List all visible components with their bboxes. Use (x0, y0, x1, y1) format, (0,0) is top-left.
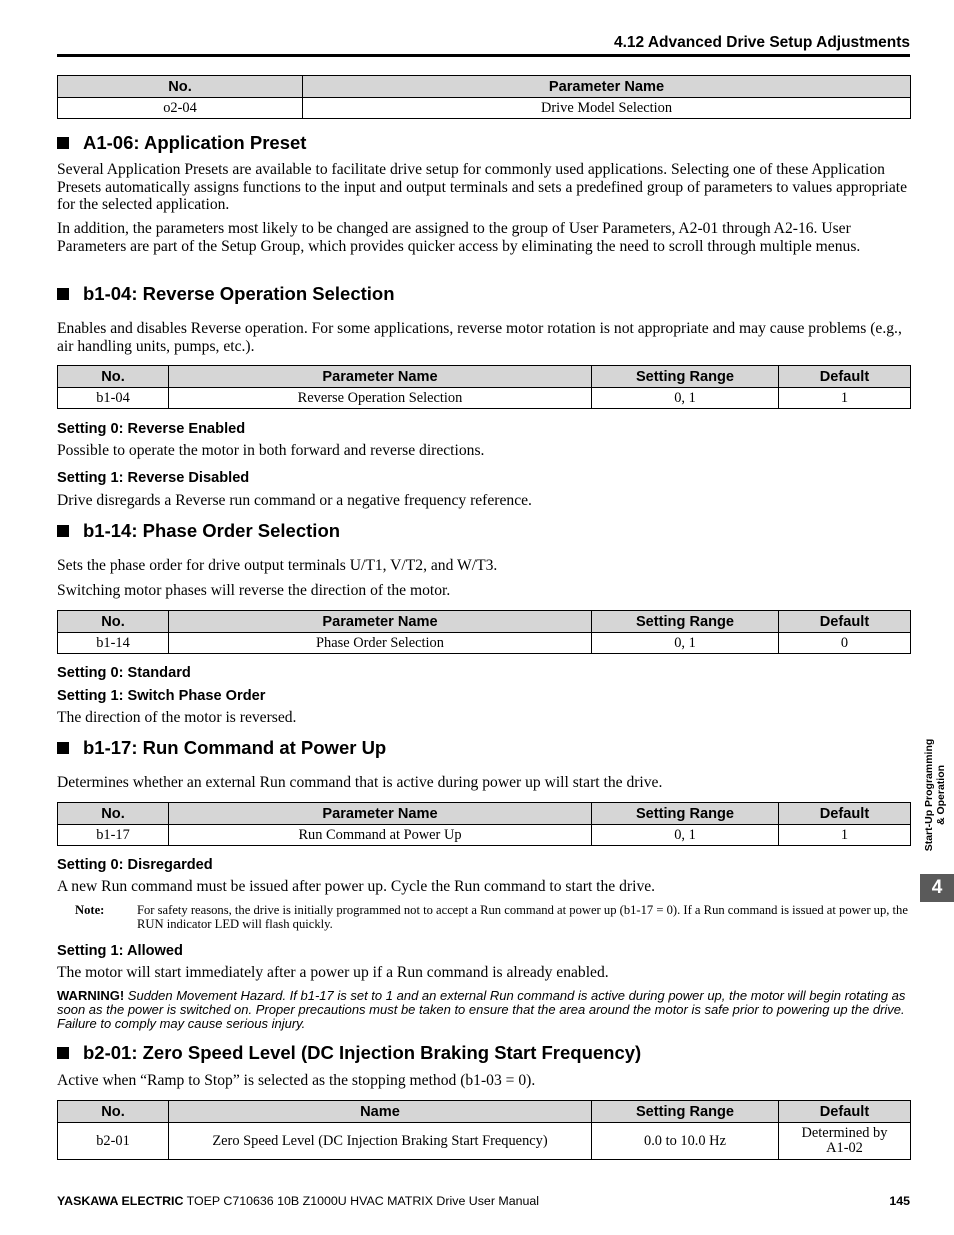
table-row (58, 633, 911, 654)
warning-block (57, 989, 910, 1031)
b1-04-setting-0-title: Setting 0: Reverse Enabled (57, 421, 246, 437)
b1-04-setting-1-text: Drive disregards a Reverse run command or a negative frequency reference. (57, 492, 532, 509)
table-header-no: No. (58, 76, 303, 98)
side-tab-line-2: & Operation (935, 764, 947, 826)
table-header-default: Default (779, 366, 911, 388)
cell-parameter-name: Reverse Operation Selection (169, 388, 592, 409)
table-row (58, 1123, 911, 1160)
b1-17-setting-1-title: Setting 1: Allowed (57, 943, 183, 959)
heading-text: b1-04: Reverse Operation Selection (83, 283, 395, 304)
square-bullet-icon (57, 288, 69, 300)
square-bullet-icon (57, 1047, 69, 1059)
square-bullet-icon (57, 742, 69, 754)
cell-default: 0 (779, 633, 911, 654)
b2-01-table (57, 1100, 911, 1160)
table-header-setting-range: Setting Range (592, 366, 779, 388)
b1-17-setting-1-text: The motor will start immediately after a power up if a Run command is already enabled. (57, 964, 609, 981)
b1-17-paragraph: Determines whether an external Run command that is active during power up will start the drive. (57, 774, 663, 791)
table-header-parameter-name: Parameter Name (303, 76, 911, 98)
table-header-no: No. (58, 611, 169, 633)
table-header-no: No. (58, 1101, 169, 1123)
b1-04-setting-0-text: Possible to operate the motor in both forward and reverse directions. (57, 442, 485, 459)
table-header-default: Default (779, 611, 911, 633)
b1-04-setting-1-title: Setting 1: Reverse Disabled (57, 470, 250, 486)
cell-parameter-name: Run Command at Power Up (169, 825, 592, 846)
b1-14-paragraph-1: Sets the phase order for drive output terminals U/T1, V/T2, and W/T3. (57, 557, 498, 574)
page-section-title: 4.12 Advanced Drive Setup Adjustments (613, 34, 910, 51)
cell-setting-range: 0, 1 (592, 633, 779, 654)
b2-01-heading (57, 1042, 641, 1064)
heading-text: b2-01: Zero Speed Level (DC Injection Braking Start Frequency) (83, 1042, 642, 1063)
table-header-setting-range: Setting Range (592, 611, 779, 633)
cell-setting-range: 0.0 to 10.0 Hz (592, 1123, 779, 1160)
cell-no: b1-17 (58, 825, 169, 846)
b1-04-paragraph: Enables and disables Reverse operation. For some applications, reverse motor rotation is not appropriate and may cause problems (e.g., air handling units, pumps, etc.). (57, 320, 902, 355)
table-header-parameter-name: Parameter Name (169, 611, 592, 633)
table-header-parameter-name: Parameter Name (169, 803, 592, 825)
warning-label: WARNING! (57, 988, 125, 1003)
table-header-no: No. (58, 366, 169, 388)
table-header-default: Default (779, 1101, 911, 1123)
b1-04-table (57, 365, 911, 409)
cell-no: o2-04 (58, 98, 303, 119)
chapter-number-badge: 4 (920, 874, 954, 902)
table-row (58, 388, 911, 409)
table-header-name: Name (169, 1101, 592, 1123)
a1-06-paragraph-1: Several Application Presets are available to facilitate drive setup for commonly used applications. Selecting one of these Application Presets automatically assigns functions to the input and output terminals and sets a predefined group of parameters to values appropriate for the selected application. (57, 161, 908, 214)
cell-default: Determined by A1-02 (779, 1123, 911, 1160)
b1-17-setting-0-title: Setting 0: Disregarded (57, 857, 213, 873)
o2-04-table (57, 75, 911, 119)
side-tab-line-1: Start-Up Programming (923, 738, 935, 852)
cell-setting-range: 0, 1 (592, 388, 779, 409)
cell-no: b2-01 (58, 1123, 169, 1160)
cell-setting-range: 0, 1 (592, 825, 779, 846)
table-row (58, 98, 911, 119)
table-header-default: Default (779, 803, 911, 825)
heading-text: b1-17: Run Command at Power Up (83, 737, 387, 758)
footer-brand: YASKAWA ELECTRIC (57, 1194, 184, 1208)
b1-14-heading (57, 520, 340, 542)
b1-14-table (57, 610, 911, 654)
a1-06-paragraph-2: In addition, the parameters most likely to be changed are assigned to the group of User Parameters, A2-01 through A2-16. User Parameters are part of the Setup Group, which provides quicker access by eliminating the need to scroll through multiple menus. (57, 220, 861, 255)
cell-parameter-name: Phase Order Selection (169, 633, 592, 654)
cell-no: b1-04 (58, 388, 169, 409)
heading-text: b1-14: Phase Order Selection (83, 520, 341, 541)
table-header-parameter-name: Parameter Name (169, 366, 592, 388)
heading-text: A1-06: Application Preset (83, 132, 307, 153)
b1-14-setting-1-text: The direction of the motor is reversed. (57, 709, 297, 726)
warning-text: Sudden Movement Hazard. If b1-17 is set to 1 and an external Run command is active during power up, the motor will begin rotating as soon as the power is switched on. Proper precautions must be taken to ensure that the area around the motor is safe prior to powering up the drive. Failure to comply may cause serious injury. (57, 988, 906, 1031)
cell-default: 1 (779, 825, 911, 846)
b1-17-setting-0-text: A new Run command must be issued after power up. Cycle the Run command to start the drive. (57, 878, 656, 895)
cell-no: b1-14 (58, 633, 169, 654)
page-number: 145 (889, 1194, 910, 1208)
header-rule (57, 54, 910, 57)
cell-parameter-name: Drive Model Selection (303, 98, 911, 119)
table-row (58, 825, 911, 846)
b1-17-heading (57, 737, 386, 759)
footer-manual-title: TOEP C710636 10B Z1000U HVAC MATRIX Drive User Manual (186, 1194, 540, 1208)
b1-17-table (57, 802, 911, 846)
square-bullet-icon (57, 137, 69, 149)
cell-name: Zero Speed Level (DC Injection Braking Start Frequency) (169, 1123, 592, 1160)
table-header-setting-range: Setting Range (592, 803, 779, 825)
note-label: Note: (75, 903, 105, 917)
b2-01-paragraph: Active when “Ramp to Stop” is selected as the stopping method (b1-03 = 0). (57, 1072, 536, 1089)
b1-04-heading (57, 283, 395, 305)
table-header-no: No. (58, 803, 169, 825)
b1-14-setting-0-title: Setting 0: Standard (57, 665, 191, 681)
a1-06-heading (57, 132, 306, 154)
cell-default: 1 (779, 388, 911, 409)
table-header-setting-range: Setting Range (592, 1101, 779, 1123)
b1-14-setting-1-title: Setting 1: Switch Phase Order (57, 688, 266, 704)
chapter-side-tab (922, 730, 948, 860)
note-text: For safety reasons, the drive is initially programmed not to accept a Run command at power up (b1-17 = 0). If a Run command is issued at power up, the RUN indicator LED will flash quickly. (137, 903, 908, 931)
square-bullet-icon (57, 525, 69, 537)
b1-14-paragraph-2: Switching motor phases will reverse the direction of the motor. (57, 582, 451, 599)
